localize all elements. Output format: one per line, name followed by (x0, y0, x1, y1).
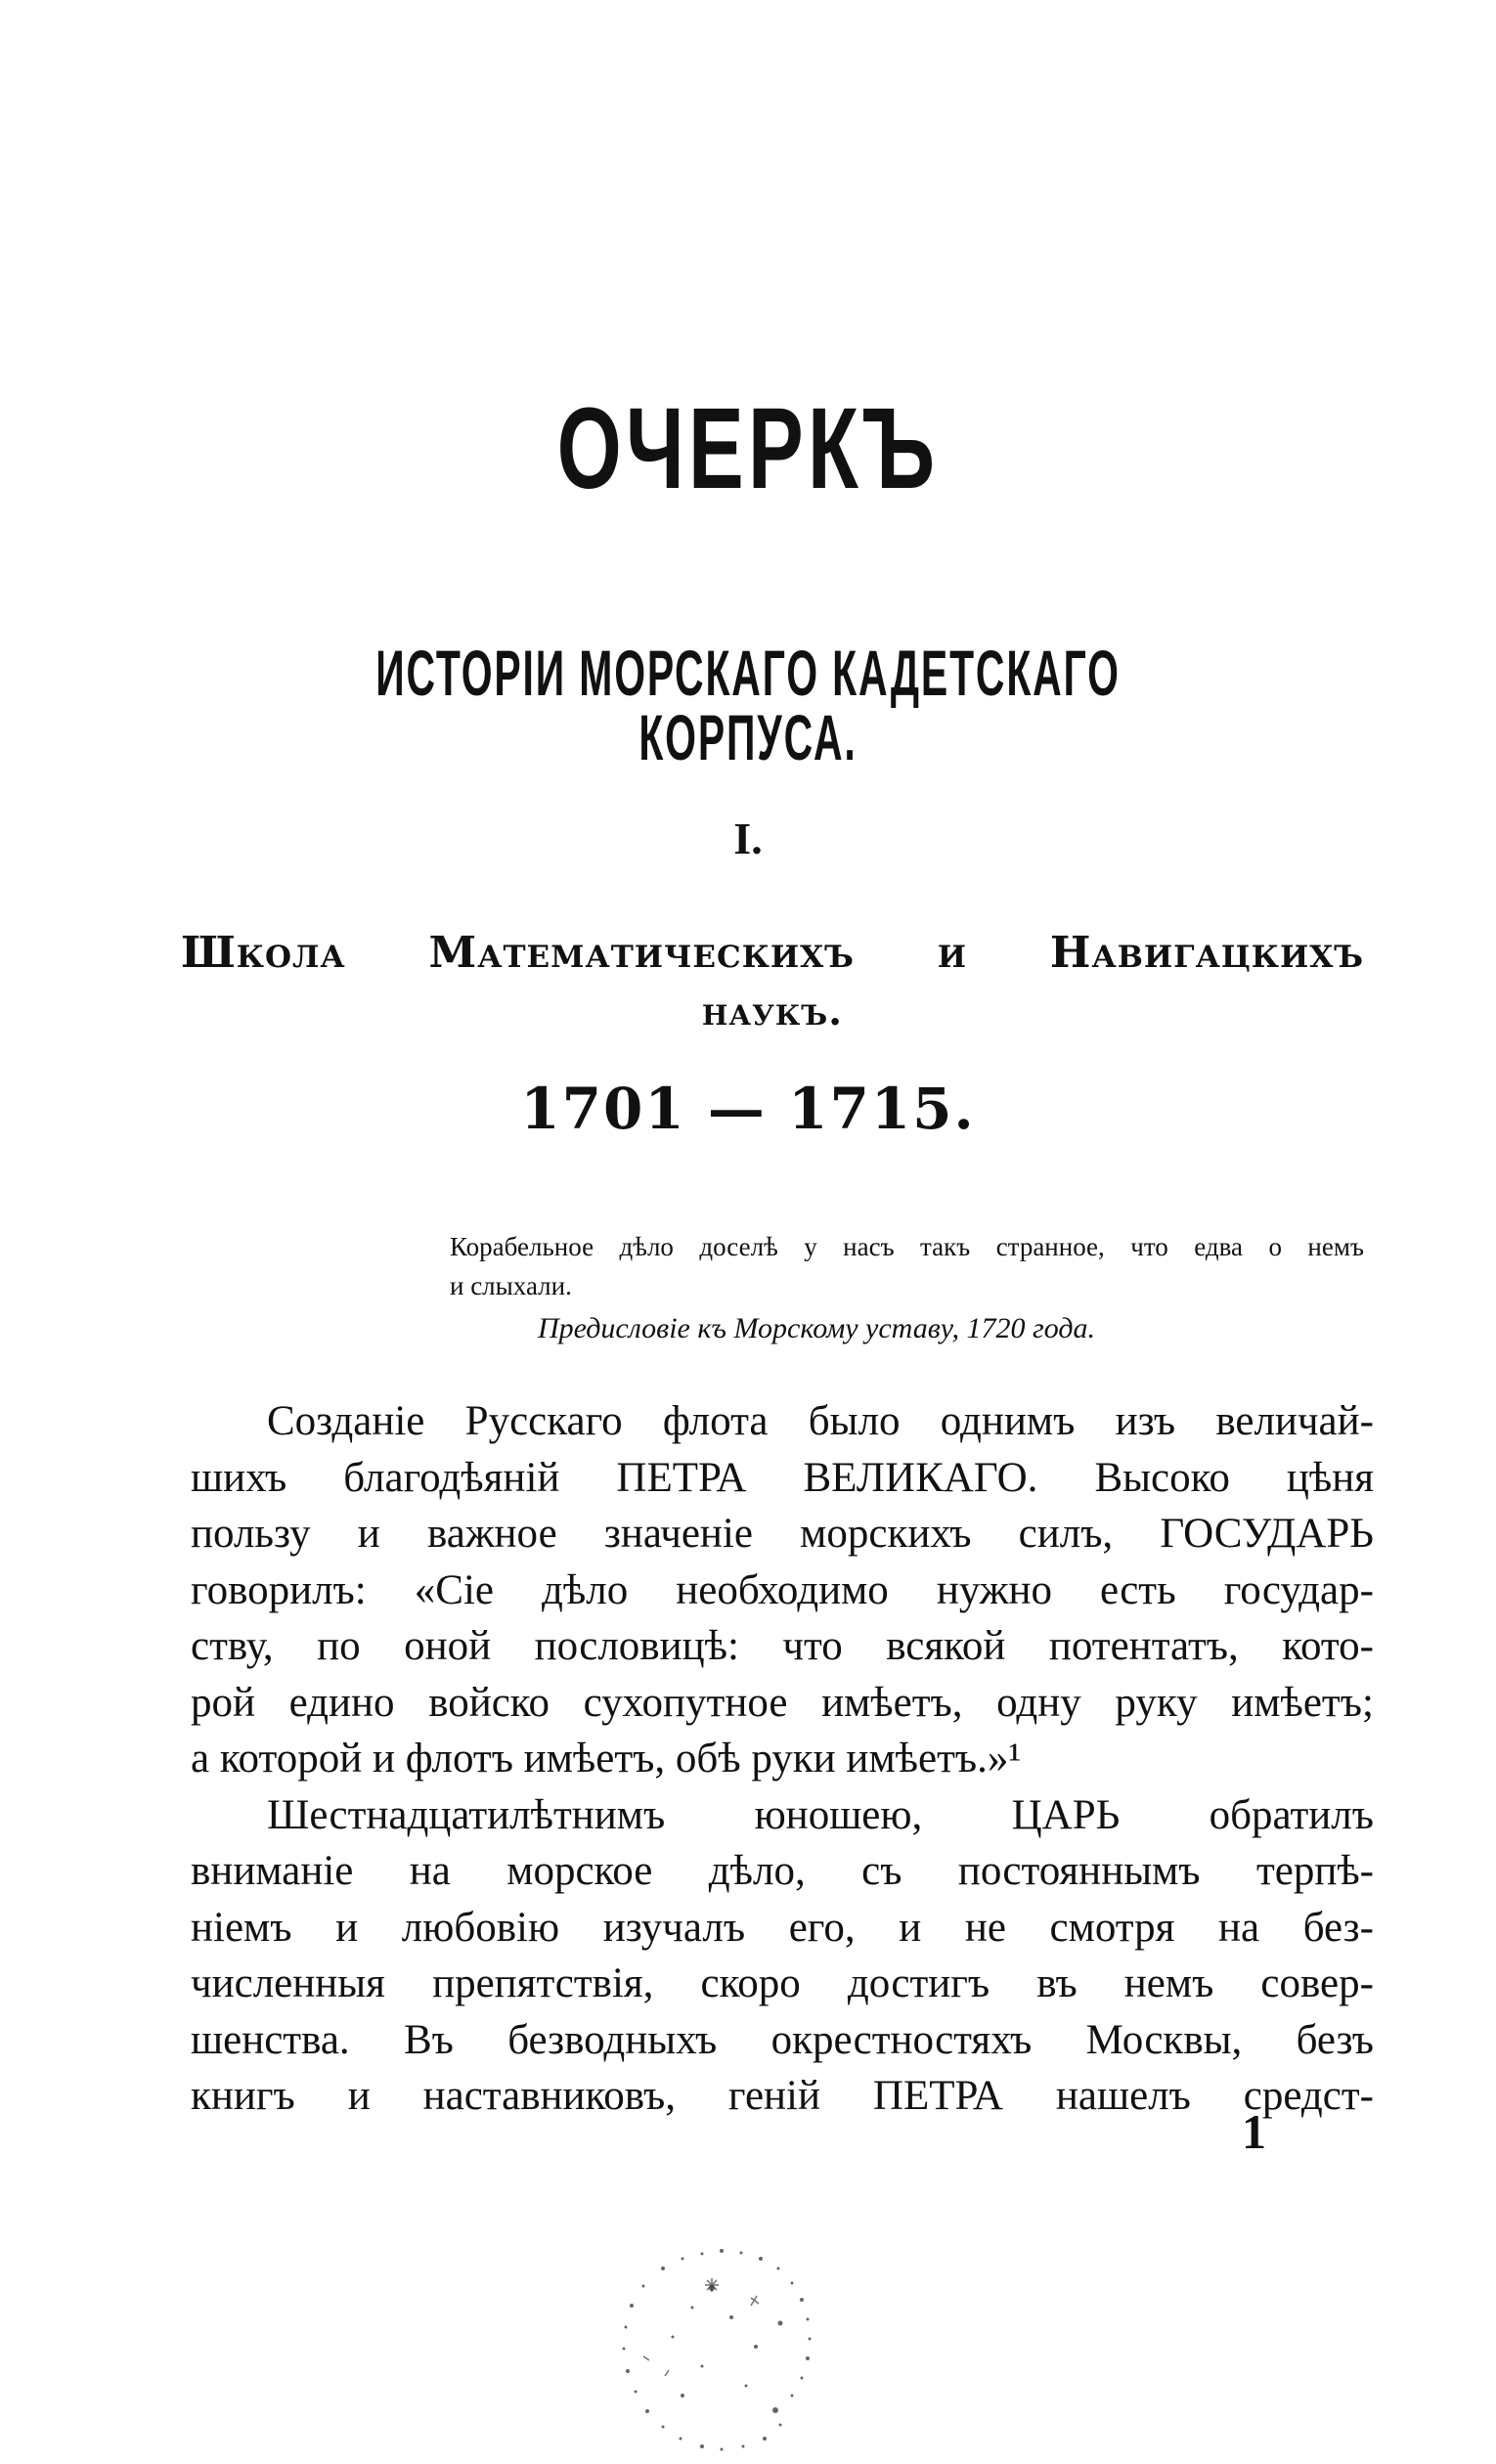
body-word: морскихъ (800, 1511, 972, 1557)
body-line (191, 1843, 1374, 1900)
body-word: дѣло, (708, 1848, 806, 1894)
body-word: и (347, 2073, 371, 2119)
epigraph-word: что (1130, 1232, 1168, 1261)
page-subtitle: ИСТОРІИ МОРСКАГО КАДЕТСКАГО КОРПУСА. (375, 637, 1121, 773)
epigraph-word: немъ (1307, 1232, 1364, 1261)
body-word: шихъ (191, 1454, 287, 1501)
body-word: геній (727, 2073, 821, 2119)
body-word: потентатъ, (1048, 1623, 1239, 1669)
epigraph-word: такъ (920, 1232, 971, 1261)
body-text (191, 1393, 1374, 2125)
body-word: съ (861, 1848, 902, 1894)
epigraph-source: Предисловіе къ Морскому уставу, 1720 года. (538, 1312, 1096, 1344)
epigraph-word: доселѣ (699, 1232, 778, 1261)
body-word: важное (427, 1511, 557, 1557)
body-line (191, 1393, 1374, 1450)
body-word: совер- (1260, 1960, 1374, 2006)
body-word: нашелъ (1055, 2073, 1191, 2119)
body-word: флота (662, 1398, 769, 1444)
chapter-title (181, 924, 1364, 1041)
body-word: обратилъ (1209, 1791, 1374, 1838)
body-word: и (899, 1904, 922, 1951)
body-line (191, 1900, 1374, 1957)
body-word: величай- (1215, 1398, 1374, 1444)
body-word: Москвы, (1085, 2016, 1243, 2063)
body-word: въ (1036, 1960, 1078, 2006)
body-word: вниманіе (191, 1848, 354, 1894)
body-word: на (409, 1848, 451, 1894)
chapter-title-word: Математическихъ (428, 928, 855, 978)
body-word: изъ (1115, 1398, 1176, 1444)
body-word: скоро (700, 1960, 801, 2006)
body-word: ГОСУДАРЬ (1160, 1511, 1374, 1557)
body-word: по (317, 1623, 361, 1669)
library-stamp-icon (575, 2229, 868, 2464)
body-word: Созданіе (267, 1398, 425, 1444)
epigraph (450, 1227, 1364, 1348)
body-line (191, 1618, 1374, 1675)
body-word: оной (404, 1623, 492, 1669)
epigraph-word: дѣло (619, 1232, 674, 1261)
body-line (191, 1450, 1374, 1507)
body-word: «Сіе (414, 1566, 494, 1613)
body-line (191, 1506, 1374, 1562)
body-word: препятствія, (432, 1960, 654, 2006)
body-word: что (782, 1623, 843, 1669)
body-word: имѣетъ, (821, 1679, 963, 1726)
body-word: ЦАРЬ (1011, 1791, 1121, 1838)
epigraph-line-2: и слыхали. (450, 1271, 572, 1300)
epigraph-word: едва (1194, 1232, 1243, 1261)
body-word: на (1217, 1904, 1260, 1951)
chapter-number: I. (733, 814, 763, 863)
body-line (191, 2068, 1374, 2125)
chapter-title-word: Навигацкихъ (1049, 928, 1364, 978)
body-word: имѣетъ; (1231, 1679, 1374, 1726)
chapter-years: 1701 — 1715. (520, 1076, 976, 1142)
body-word: безъ (1296, 2016, 1374, 2063)
body-word: достигъ (847, 1960, 990, 2006)
body-word: цѣня (1286, 1454, 1374, 1501)
body-word: безводныхъ (507, 2016, 718, 2063)
body-word: ВЕЛИКАГО. (803, 1454, 1038, 1501)
body-word: было (808, 1398, 901, 1444)
body-line (191, 1787, 1374, 1844)
body-word: Русскаго (464, 1398, 623, 1444)
body-word: постояннымъ (957, 1848, 1201, 1894)
body-word: едино (288, 1679, 395, 1726)
body-word: силъ, (1018, 1511, 1114, 1557)
body-word: его, (788, 1904, 856, 1951)
body-line (191, 1562, 1374, 1619)
body-word: терпѣ- (1255, 1848, 1374, 1894)
body-word: ству, (191, 1623, 274, 1669)
epigraph-word: Корабельное (450, 1232, 594, 1261)
body-word: пословицѣ: (534, 1623, 739, 1669)
body-word: ПЕТРА (872, 2073, 1003, 2119)
body-word: не (964, 1904, 1006, 1951)
body-word: нужно (936, 1566, 1052, 1613)
body-word: пользу (191, 1511, 311, 1557)
body-word: юношею, (754, 1791, 923, 1838)
body-word: однимъ (940, 1398, 1076, 1444)
body-word: сухопутное (583, 1679, 788, 1726)
chapter-title-word: и (937, 928, 968, 978)
body-word: государ- (1223, 1566, 1374, 1613)
body-word: морское (506, 1848, 653, 1894)
body-line (191, 1956, 1374, 2012)
body-word: значеніе (603, 1511, 753, 1557)
body-word: и (335, 1904, 359, 1951)
body-word: дѣло (542, 1566, 629, 1613)
epigraph-word: о (1268, 1232, 1282, 1261)
body-word: изучалъ (602, 1904, 746, 1951)
epigraph-word: насъ (843, 1232, 895, 1261)
body-word: рой (191, 1679, 256, 1726)
body-word: немъ (1123, 1960, 1214, 2006)
body-word: необходимо (676, 1566, 889, 1613)
body-line (191, 2012, 1374, 2069)
body-word: всякой (886, 1623, 1006, 1669)
epigraph-word: у (804, 1232, 817, 1261)
body-word: численныя (191, 1960, 385, 2006)
page-title: ОЧЕРКЪ (556, 384, 940, 513)
body-word: Высоко (1094, 1454, 1230, 1501)
epigraph-word: странное, (995, 1232, 1105, 1261)
body-word: без- (1302, 1904, 1374, 1951)
body-word: любовію (401, 1904, 560, 1951)
chapter-title-line-1 (181, 924, 1364, 983)
chapter-title-line-2: наукъ. (701, 989, 844, 1034)
body-word: Въ (403, 2016, 454, 2063)
body-word: есть (1100, 1566, 1176, 1613)
body-word: окрестностяхъ (770, 2016, 1033, 2063)
body-word: смотря (1049, 1904, 1175, 1951)
body-word: наставниковъ, (422, 2073, 676, 2119)
body-word: ніемъ (191, 1904, 292, 1951)
chapter-title-word: Школа (181, 928, 346, 978)
body-word: книгъ (191, 2073, 295, 2119)
body-line (191, 1675, 1374, 1732)
page-number: 1 (1242, 2104, 1266, 2159)
body-word: шенства. (191, 2016, 350, 2063)
body-word: одну (996, 1679, 1081, 1726)
body-word: говорилъ: (191, 1566, 367, 1613)
body-line: а которой и флотъ имѣетъ, обѣ руки имѣетъ.»¹ (191, 1736, 1022, 1782)
body-word: средст- (1243, 2073, 1374, 2119)
body-word: Шестнадцатилѣтнимъ (267, 1791, 666, 1838)
body-word: войско (428, 1679, 550, 1726)
body-word: ПЕТРА (616, 1454, 747, 1501)
body-word: и (357, 1511, 380, 1557)
epigraph-line-1 (450, 1227, 1364, 1266)
body-word: кото- (1282, 1623, 1374, 1669)
body-word: благодѣяній (343, 1454, 560, 1501)
body-word: руку (1115, 1679, 1198, 1726)
